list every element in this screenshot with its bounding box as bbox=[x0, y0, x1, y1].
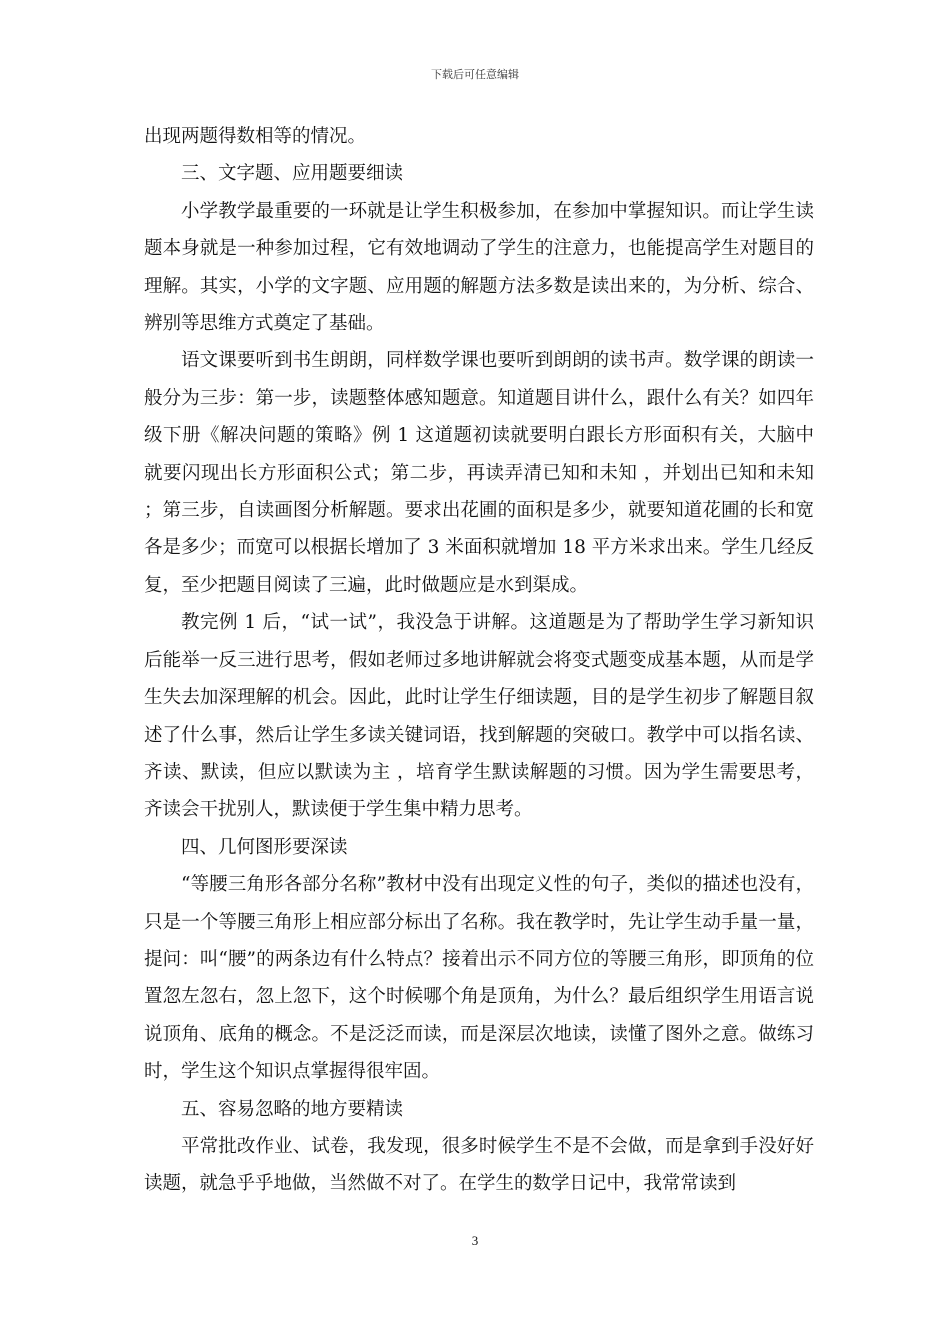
section-heading-5: 五、容易忽略的地方要精读 bbox=[181, 1098, 404, 1120]
paragraph: 教完例 1 后，“试一试”，我没急于讲解。这道题是为了帮助学生学习新知识后能举一反三进行思考，假如老师过多地讲解就会将变式题变成基本题，从而是学生失去加深理解的机会。因此，此时让学生仔细读题，目的是学生初步了解题目叙述了什么事，然后让学生多读关键词语，找到解题的突破口。教学中可以指名读、齐读、默读，但应以默读为主 ，培育学生默读解题的习惯。因为学生需要思考，齐读会干扰别人，默读便于学生集中精力思考。 bbox=[144, 612, 814, 821]
paragraph: “等腰三角形各部分名称”教材中没有出现定义性的句子，类似的描述也没有，只是一个等腰三角形上相应部分标出了名称。我在教学时，先让学生动手量一量，提问：叫“腰”的两条边有什么特点？接着出示不同方位的等腰三角形，即顶角的位置忽左忽右，忽上忽下，这个时候哪个角是顶角，为什么？最后组织学生用语言说说顶角、底角的概念。不是泛泛而读，而是深层次地读，读懂了图外之意。做练习时，学生这个知识点掌握得很牢固。 bbox=[144, 874, 814, 1083]
paragraph: 平常批改作业、试卷，我发现，很多时候学生不是不会做，而是拿到手没好好读题，就急乎乎地做，当然做不对了。在学生的数学日记中，我常常读到 bbox=[144, 1135, 814, 1195]
paragraph: 小学教学最重要的一环就是让学生积极参加，在参加中掌握知识。而让学生读题本身就是一种参加过程，它有效地调动了学生的注意力，也能提高学生对题目的理解。其实，小学的文字题、应用题的解题方法多数是读出来的，为分析、综合、辨别等思维方式奠定了基础。 bbox=[144, 200, 814, 335]
paragraph: 出现两题得数相等的情况。 bbox=[144, 126, 367, 147]
page-header: 下载后可任意编辑 bbox=[431, 68, 519, 81]
document-body bbox=[144, 118, 814, 1203]
paragraph: 语文课要听到书生朗朗，同样数学课也要听到朗朗的读书声。数学课的朗读一般分为三步：第一步，读题整体感知题意。知道题目讲什么，跟什么有关？如四年级下册《解决问题的策略》例 1 这道题初读就要明白跟长方形面积有关，大脑中就要闪现出长方形面积公式；第二步，再读弄清已知和未知 ，并划出已知和未知 ；第三步，自读画图分析解题。要求出花圃的面积是多少，就要知道花圃的长和宽各是多少；而宽可以根据长增加了 3 米面积就增加 18 平方米求出来。学生几经反复，至少把题目阅读了三遍，此时做题应是水到渠成。 bbox=[144, 350, 814, 596]
section-heading-3: 三、文字题、应用题要细读 bbox=[181, 163, 404, 185]
page-number: 3 bbox=[471, 1233, 479, 1248]
section-heading-4: 四、几何图形要深读 bbox=[181, 836, 348, 858]
